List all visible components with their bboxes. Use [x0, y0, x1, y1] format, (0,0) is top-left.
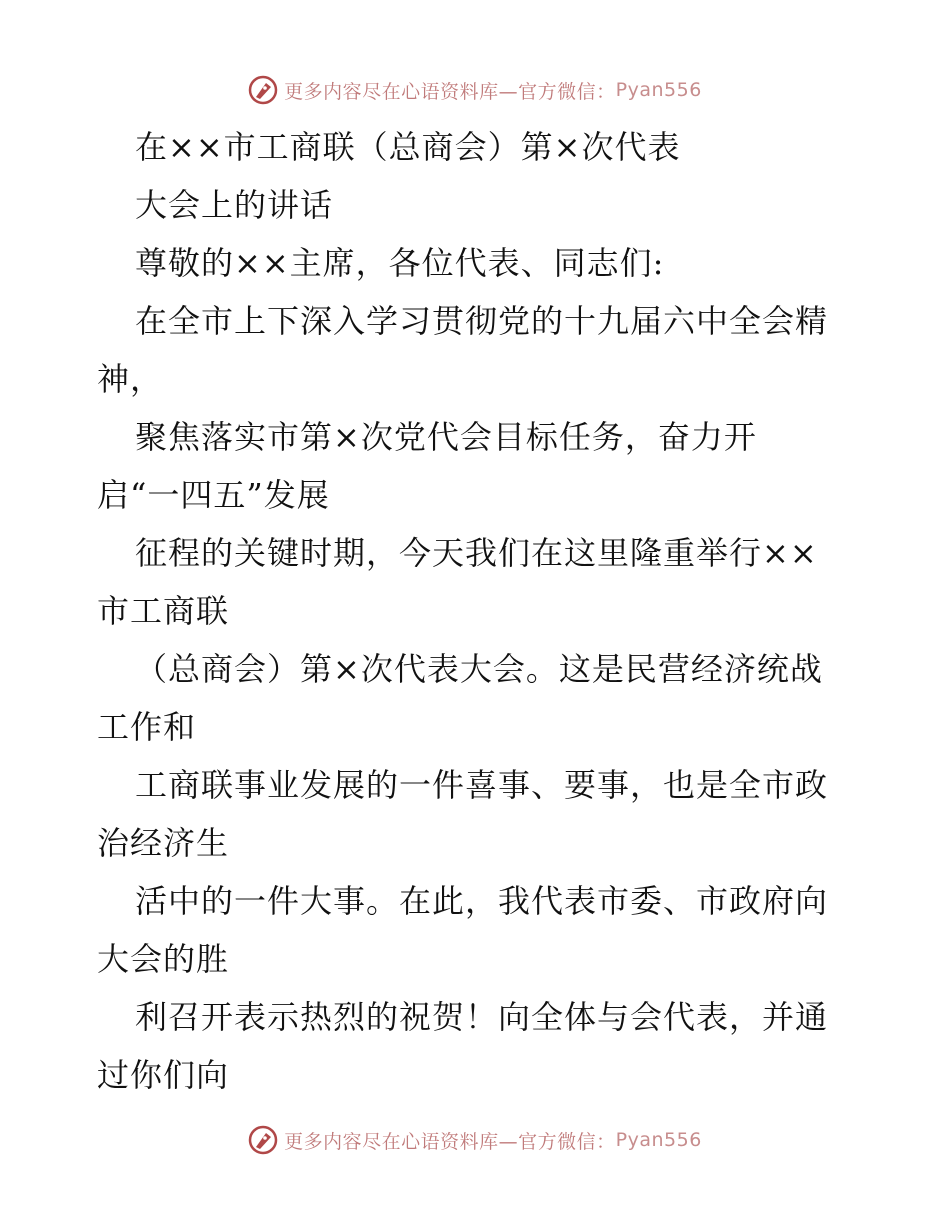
watermark-wechat-id: Pyan556: [615, 1129, 702, 1151]
paragraph-line: 大会的胜: [97, 940, 230, 978]
paragraph-line: （总商会）第×次代表大会。这是民营经济统战: [135, 650, 823, 688]
watermark-text: 更多内容尽在心语资料库—官方微信：: [284, 80, 616, 103]
paragraph-line: 过你们向: [97, 1056, 230, 1094]
pen-nib-logo-icon: [248, 1125, 278, 1155]
paragraph-line: 工作和: [97, 708, 197, 746]
paragraph-line: 工商联事业发展的一件喜事、要事，也是全市政: [135, 766, 829, 804]
paragraph-line: 在全市上下深入学习贯彻党的十九届六中全会精: [135, 302, 829, 340]
title-line-2: 大会上的讲话: [135, 186, 334, 224]
paragraph-line: 利召开表示热烈的祝贺！向全体与会代表，并通: [135, 998, 829, 1036]
header-watermark: [0, 72, 950, 108]
title-line-1: 在××市工商联（总商会）第×次代表: [135, 128, 681, 166]
paragraph-line: 启“一四五”发展: [97, 476, 330, 514]
footer-watermark: [0, 1122, 950, 1158]
paragraph-line: 活中的一件大事。在此，我代表市委、市政府向: [135, 882, 829, 920]
paragraph-line: 征程的关键时期，今天我们在这里隆重举行××: [135, 534, 818, 572]
watermark-wechat-id: Pyan556: [615, 79, 702, 101]
document-body: [97, 118, 867, 1104]
paragraph-line: 神，: [97, 360, 164, 398]
salutation: 尊敬的××主席，各位代表、同志们:: [135, 244, 665, 282]
pen-nib-logo-icon: [248, 75, 278, 105]
watermark-text: 更多内容尽在心语资料库—官方微信：: [284, 1130, 616, 1153]
paragraph-line: 市工商联: [97, 592, 230, 630]
paragraph-line: 治经济生: [97, 824, 230, 862]
paragraph-line: 聚焦落实市第×次党代会目标任务，奋力开: [135, 418, 757, 456]
